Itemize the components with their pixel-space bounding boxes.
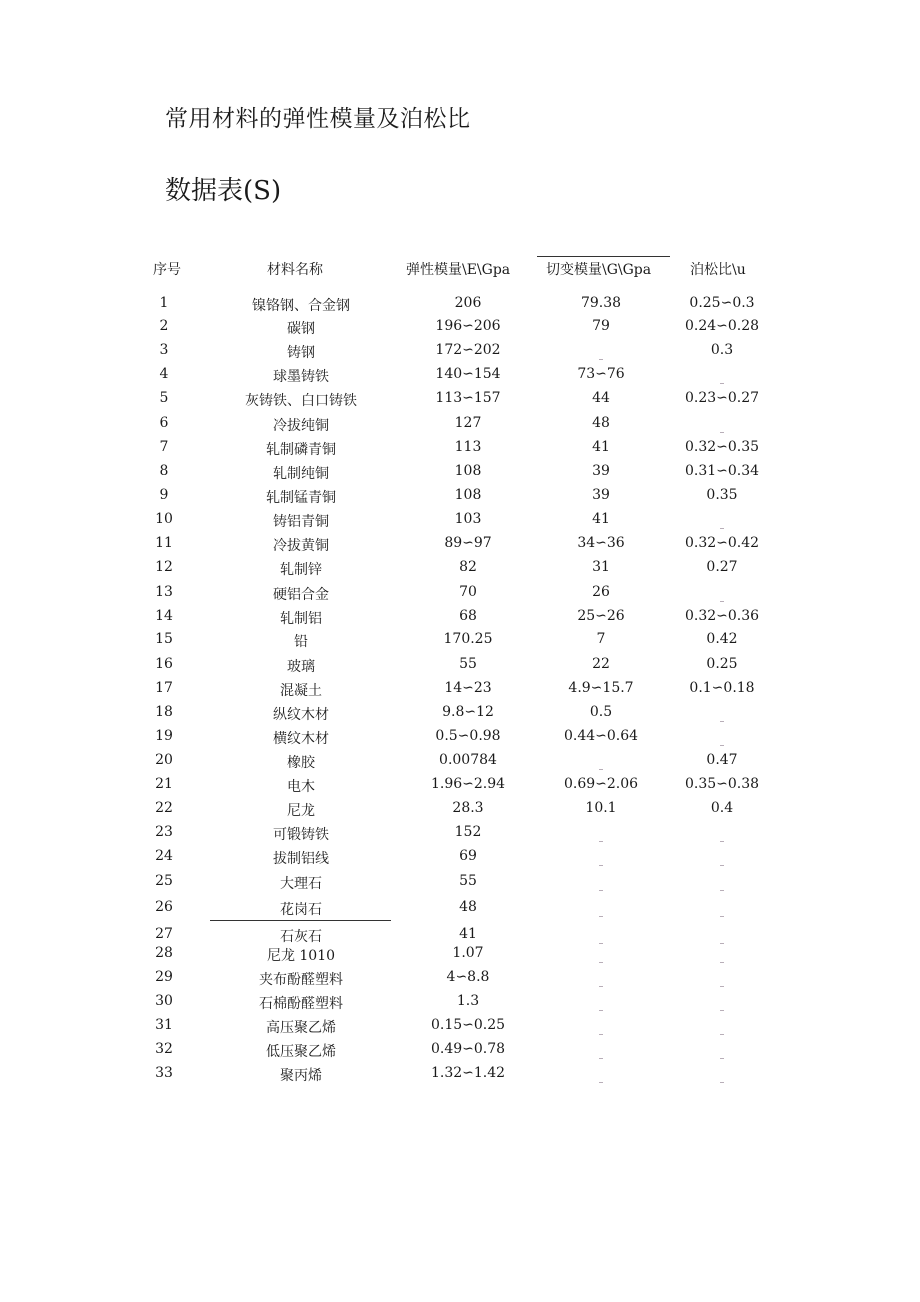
cell-E: 170.25 xyxy=(443,631,493,647)
cell-no: 18 xyxy=(155,704,173,720)
cell-name: 横纹木材 xyxy=(273,731,329,747)
cell-name: 轧制锌 xyxy=(280,562,322,578)
empty-cell-mark xyxy=(599,769,603,770)
empty-cell-mark xyxy=(599,1010,603,1011)
cell-name: 碳钢 xyxy=(287,321,315,337)
cell-no: 19 xyxy=(155,728,173,744)
cell-E: 1.3 xyxy=(456,993,480,1009)
cell-E: 127 xyxy=(454,415,482,431)
cell-name: 石灰石 xyxy=(280,929,322,945)
empty-cell-mark xyxy=(599,1058,603,1059)
cell-u: 0.35 xyxy=(706,487,738,503)
cell-E: 103 xyxy=(454,511,482,527)
cell-name: 橡胶 xyxy=(287,755,315,771)
cell-name: 混凝土 xyxy=(280,683,322,699)
cell-E: 0.00784 xyxy=(439,752,497,768)
cell-name: 大理石 xyxy=(280,876,322,892)
cell-G: 26 xyxy=(592,584,610,600)
cell-no: 1 xyxy=(159,295,169,311)
cell-no: 11 xyxy=(155,535,173,551)
empty-cell-mark xyxy=(720,890,724,891)
cell-name: 尼龙 xyxy=(287,803,315,819)
cell-E: 0.5∽0.98 xyxy=(435,728,501,744)
cell-no: 22 xyxy=(155,800,173,816)
empty-cell-mark xyxy=(720,841,724,842)
cell-u: 0.25∽0.3 xyxy=(689,295,755,311)
cell-G: 79.38 xyxy=(580,295,622,311)
cell-G: 44 xyxy=(592,390,610,406)
empty-cell-mark xyxy=(599,1034,603,1035)
cell-no: 7 xyxy=(159,439,169,455)
cell-name: 高压聚乙烯 xyxy=(266,1020,336,1036)
cell-name: 轧制锰青铜 xyxy=(266,490,336,506)
empty-cell-mark xyxy=(599,962,603,963)
cell-no: 17 xyxy=(155,680,173,696)
cell-E: 140∽154 xyxy=(435,366,501,382)
cell-E: 113∽157 xyxy=(435,390,501,406)
cell-u: 0.32∽0.42 xyxy=(684,535,760,551)
cell-G: 10.1 xyxy=(585,800,617,816)
cell-E: 108 xyxy=(454,463,482,479)
empty-cell-mark xyxy=(599,916,603,917)
cell-E: 0.15∽0.25 xyxy=(430,1017,506,1033)
cell-E: 89∽97 xyxy=(444,535,492,551)
cell-no: 14 xyxy=(155,608,173,624)
cell-G: 39 xyxy=(592,487,610,503)
subtitle-text: 数据表 xyxy=(165,176,244,206)
empty-cell-mark xyxy=(720,986,724,987)
cell-G: 73∽76 xyxy=(577,366,625,382)
cell-no: 20 xyxy=(155,752,173,768)
cell-E: 28.3 xyxy=(452,800,484,816)
cell-name: 铸钢 xyxy=(287,345,315,361)
empty-cell-mark xyxy=(720,601,724,602)
cell-G: 22 xyxy=(592,656,610,672)
cell-no: 10 xyxy=(155,511,173,527)
cell-G: 41 xyxy=(592,439,610,455)
cell-G: 0.44∽0.64 xyxy=(563,728,639,744)
cell-name: 低压聚乙烯 xyxy=(266,1044,336,1060)
cell-E: 14∽23 xyxy=(444,680,492,696)
cell-name: 电木 xyxy=(287,779,315,795)
cell-E: 108 xyxy=(454,487,482,503)
cell-no: 3 xyxy=(159,342,169,358)
empty-cell-mark xyxy=(599,943,603,944)
cell-name: 冷拔黄铜 xyxy=(273,538,329,554)
cell-name: 石棉酚醛塑料 xyxy=(259,996,343,1012)
empty-cell-mark xyxy=(720,528,724,529)
cell-name: 尼龙 1010 xyxy=(266,948,336,964)
cell-G: 7 xyxy=(596,631,606,647)
cell-no: 6 xyxy=(159,415,169,431)
document-title: 常用材料的弹性模量及泊松比 xyxy=(165,106,471,132)
cell-E: 55 xyxy=(459,656,477,672)
header-shear-modulus: 切变模量\G\Gpa xyxy=(546,262,652,278)
cell-name: 铸铝青铜 xyxy=(273,514,329,530)
cell-G: 34∽36 xyxy=(577,535,625,551)
empty-cell-mark xyxy=(720,721,724,722)
cell-no: 27 xyxy=(155,926,173,942)
cell-name: 球墨铸铁 xyxy=(273,369,329,385)
cell-name: 灰铸铁、白口铸铁 xyxy=(245,393,357,409)
empty-cell-mark xyxy=(720,745,724,746)
empty-cell-mark xyxy=(599,890,603,891)
cell-E: 48 xyxy=(459,899,477,915)
cell-no: 16 xyxy=(155,656,173,672)
empty-cell-mark xyxy=(720,432,724,433)
cell-E: 1.96∽2.94 xyxy=(430,776,506,792)
cell-no: 26 xyxy=(155,899,173,915)
cell-E: 152 xyxy=(454,824,482,840)
cell-E: 69 xyxy=(459,848,477,864)
cell-E: 113 xyxy=(454,439,482,455)
cell-name: 轧制铝 xyxy=(280,611,322,627)
subtitle-suffix: (S) xyxy=(243,176,282,206)
cell-no: 12 xyxy=(155,559,173,575)
cell-no: 4 xyxy=(159,366,169,382)
cell-name: 铅 xyxy=(294,634,308,650)
cell-u: 0.42 xyxy=(706,631,738,647)
empty-cell-mark xyxy=(720,1058,724,1059)
cell-E: 68 xyxy=(459,608,477,624)
cell-G: 41 xyxy=(592,511,610,527)
empty-cell-mark xyxy=(720,1082,724,1083)
row-divider-rule xyxy=(210,920,391,921)
cell-u: 0.4 xyxy=(710,800,734,816)
cell-no: 15 xyxy=(155,631,173,647)
cell-G: 48 xyxy=(592,415,610,431)
cell-E: 196∽206 xyxy=(435,318,501,334)
cell-no: 21 xyxy=(155,776,173,792)
empty-cell-mark xyxy=(599,1082,603,1083)
cell-no: 9 xyxy=(159,487,169,503)
cell-E: 9.8∽12 xyxy=(442,704,494,720)
header-poisson-ratio: 泊松比\u xyxy=(690,262,746,278)
cell-u: 0.1∽0.18 xyxy=(689,680,755,696)
cell-no: 8 xyxy=(159,463,169,479)
cell-name: 可锻铸铁 xyxy=(273,827,329,843)
empty-cell-mark xyxy=(599,986,603,987)
cell-u: 0.35∽0.38 xyxy=(684,776,760,792)
cell-G: 31 xyxy=(592,559,610,575)
empty-cell-mark xyxy=(720,865,724,866)
cell-u: 0.3 xyxy=(710,342,734,358)
empty-cell-mark xyxy=(599,359,603,360)
cell-no: 28 xyxy=(155,945,173,961)
cell-name: 纵纹木材 xyxy=(273,707,329,723)
header-rule xyxy=(537,256,670,257)
cell-name: 花岗石 xyxy=(280,902,322,918)
cell-E: 1.07 xyxy=(452,945,484,961)
cell-E: 0.49∽0.78 xyxy=(430,1041,506,1057)
cell-u: 0.25 xyxy=(706,656,738,672)
cell-name: 夹布酚醛塑料 xyxy=(259,972,343,988)
cell-u: 0.32∽0.35 xyxy=(684,439,760,455)
cell-name: 拔制铝线 xyxy=(273,851,329,867)
empty-cell-mark xyxy=(720,1010,724,1011)
cell-name: 轧制纯铜 xyxy=(273,466,329,482)
cell-E: 4∽8.8 xyxy=(446,969,490,985)
empty-cell-mark xyxy=(720,962,724,963)
cell-u: 0.32∽0.36 xyxy=(684,608,760,624)
cell-G: 0.69∽2.06 xyxy=(563,776,639,792)
cell-E: 55 xyxy=(459,873,477,889)
empty-cell-mark xyxy=(720,383,724,384)
cell-name: 轧制磷青铜 xyxy=(266,442,336,458)
empty-cell-mark xyxy=(599,865,603,866)
cell-u: 0.31∽0.34 xyxy=(684,463,760,479)
cell-G: 0.5 xyxy=(589,704,613,720)
empty-cell-mark xyxy=(720,943,724,944)
cell-u: 0.47 xyxy=(706,752,738,768)
cell-name: 聚丙烯 xyxy=(280,1068,322,1084)
cell-no: 31 xyxy=(155,1017,173,1033)
header-elastic-modulus: 弹性模量\E\Gpa xyxy=(406,262,511,278)
cell-no: 33 xyxy=(155,1065,173,1081)
cell-no: 30 xyxy=(155,993,173,1009)
cell-no: 13 xyxy=(155,584,173,600)
cell-no: 5 xyxy=(159,390,169,406)
cell-G: 4.9∽15.7 xyxy=(568,680,634,696)
cell-E: 172∽202 xyxy=(435,342,501,358)
cell-E: 41 xyxy=(459,926,477,942)
empty-cell-mark xyxy=(599,841,603,842)
cell-E: 1.32∽1.42 xyxy=(430,1065,506,1081)
cell-no: 29 xyxy=(155,969,173,985)
cell-name: 硬铝合金 xyxy=(273,587,329,603)
empty-cell-mark xyxy=(720,1034,724,1035)
cell-u: 0.27 xyxy=(706,559,738,575)
cell-name: 镍铬钢、合金钢 xyxy=(252,298,350,314)
cell-name: 冷拔纯铜 xyxy=(273,418,329,434)
cell-G: 39 xyxy=(592,463,610,479)
cell-u: 0.23∽0.27 xyxy=(684,390,760,406)
cell-no: 32 xyxy=(155,1041,173,1057)
header-index: 序号 xyxy=(153,262,181,278)
header-name: 材料名称 xyxy=(267,262,323,278)
document-subtitle xyxy=(165,170,281,207)
cell-no: 2 xyxy=(159,318,169,334)
cell-E: 206 xyxy=(454,295,482,311)
empty-cell-mark xyxy=(720,916,724,917)
cell-no: 23 xyxy=(155,824,173,840)
cell-G: 25∽26 xyxy=(577,608,625,624)
cell-E: 70 xyxy=(459,584,477,600)
cell-u: 0.24∽0.28 xyxy=(684,318,760,334)
cell-no: 24 xyxy=(155,848,173,864)
cell-G: 79 xyxy=(592,318,610,334)
cell-E: 82 xyxy=(459,559,477,575)
cell-name: 玻璃 xyxy=(287,659,315,675)
cell-no: 25 xyxy=(155,873,173,889)
